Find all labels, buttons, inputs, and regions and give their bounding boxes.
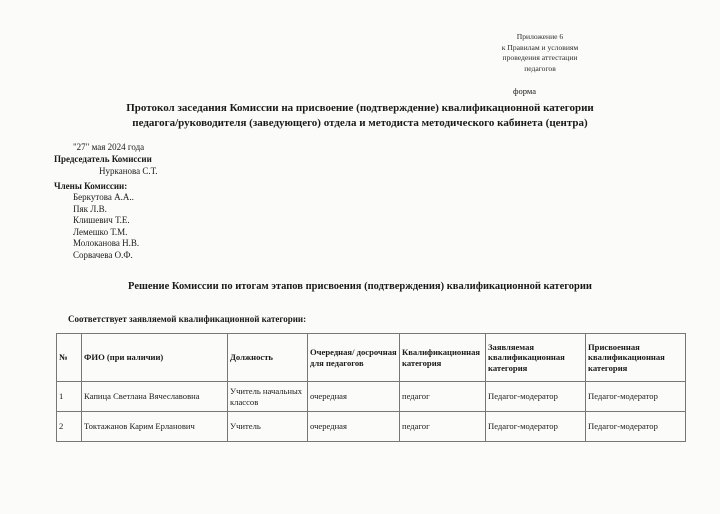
appendix-line: проведения аттестации <box>502 53 578 63</box>
appendix-line: педагогов <box>524 63 556 73</box>
results-table <box>56 333 686 442</box>
appendix-note <box>460 32 620 74</box>
header-assigned: Присвоенная квалификационная категория <box>586 334 686 382</box>
cell-qualification: педагог <box>400 412 486 442</box>
cell-assigned: Педагог-модератор <box>586 382 686 412</box>
cell-declared: Педагог-модератор <box>486 412 586 442</box>
form-label: форма <box>513 86 536 96</box>
member-name: Клишевич Т.Е. <box>73 215 130 226</box>
cell-qualification: педагог <box>400 382 486 412</box>
member-name: Пяк Л.В. <box>73 203 107 214</box>
cell-declared: Педагог-модератор <box>486 382 586 412</box>
table-row <box>57 412 686 442</box>
chair-name: Нурканова С.Т. <box>99 166 158 176</box>
cell-fio: Капица Светлана Вячеславовна <box>82 382 228 412</box>
cell-num: 2 <box>57 412 82 442</box>
document-title <box>40 101 680 130</box>
conformity-heading: Соответствует заявляемой квалификационной категории: <box>68 314 307 324</box>
cell-type: очередная <box>308 412 400 442</box>
members-list <box>73 192 139 262</box>
header-qualification: Квалификационная категория <box>400 334 486 382</box>
chair-heading: Председатель Комиссии <box>54 154 152 164</box>
title-line-1: Протокол заседания Комиссии на присвоение (подтверждение) квалификационной категории <box>126 102 594 114</box>
members-heading: Члены Комиссии: <box>54 181 128 191</box>
header-num: № <box>57 334 82 382</box>
member-name: Молоканова Н.В. <box>73 238 140 249</box>
decision-heading: Решение Комиссии по итогам этапов присвоения (подтверждения) квалификационной категории <box>128 281 592 292</box>
cell-fio: Токтажанов Карим Ерланович <box>82 412 228 442</box>
header-fio: ФИО (при наличии) <box>82 334 228 382</box>
member-name: Лемешко Т.М. <box>73 226 128 237</box>
cell-position: Учитель начальных классов <box>228 382 308 412</box>
appendix-line: к Правилам и условиям <box>501 42 579 52</box>
table-header-row <box>57 334 686 382</box>
member-name: Беркутова А.А.. <box>73 192 134 202</box>
cell-type: очередная <box>308 382 400 412</box>
header-type: Очередная/ досрочная для педагогов <box>308 334 400 382</box>
member-name: Сорвачева О.Ф. <box>73 249 133 260</box>
cell-assigned: Педагог-модератор <box>586 412 686 442</box>
title-line-2: педагога/руководителя (заведующего) отдела и методиста методического кабинета (центра) <box>132 116 588 129</box>
header-position: Должность <box>228 334 308 382</box>
appendix-line: Приложение 6 <box>516 32 564 41</box>
protocol-date: "27" мая 2024 года <box>73 142 145 152</box>
cell-position: Учитель <box>228 412 308 442</box>
table-row <box>57 382 686 412</box>
cell-num: 1 <box>57 382 82 412</box>
header-declared: Заявляемая квалификационная категория <box>486 334 586 382</box>
